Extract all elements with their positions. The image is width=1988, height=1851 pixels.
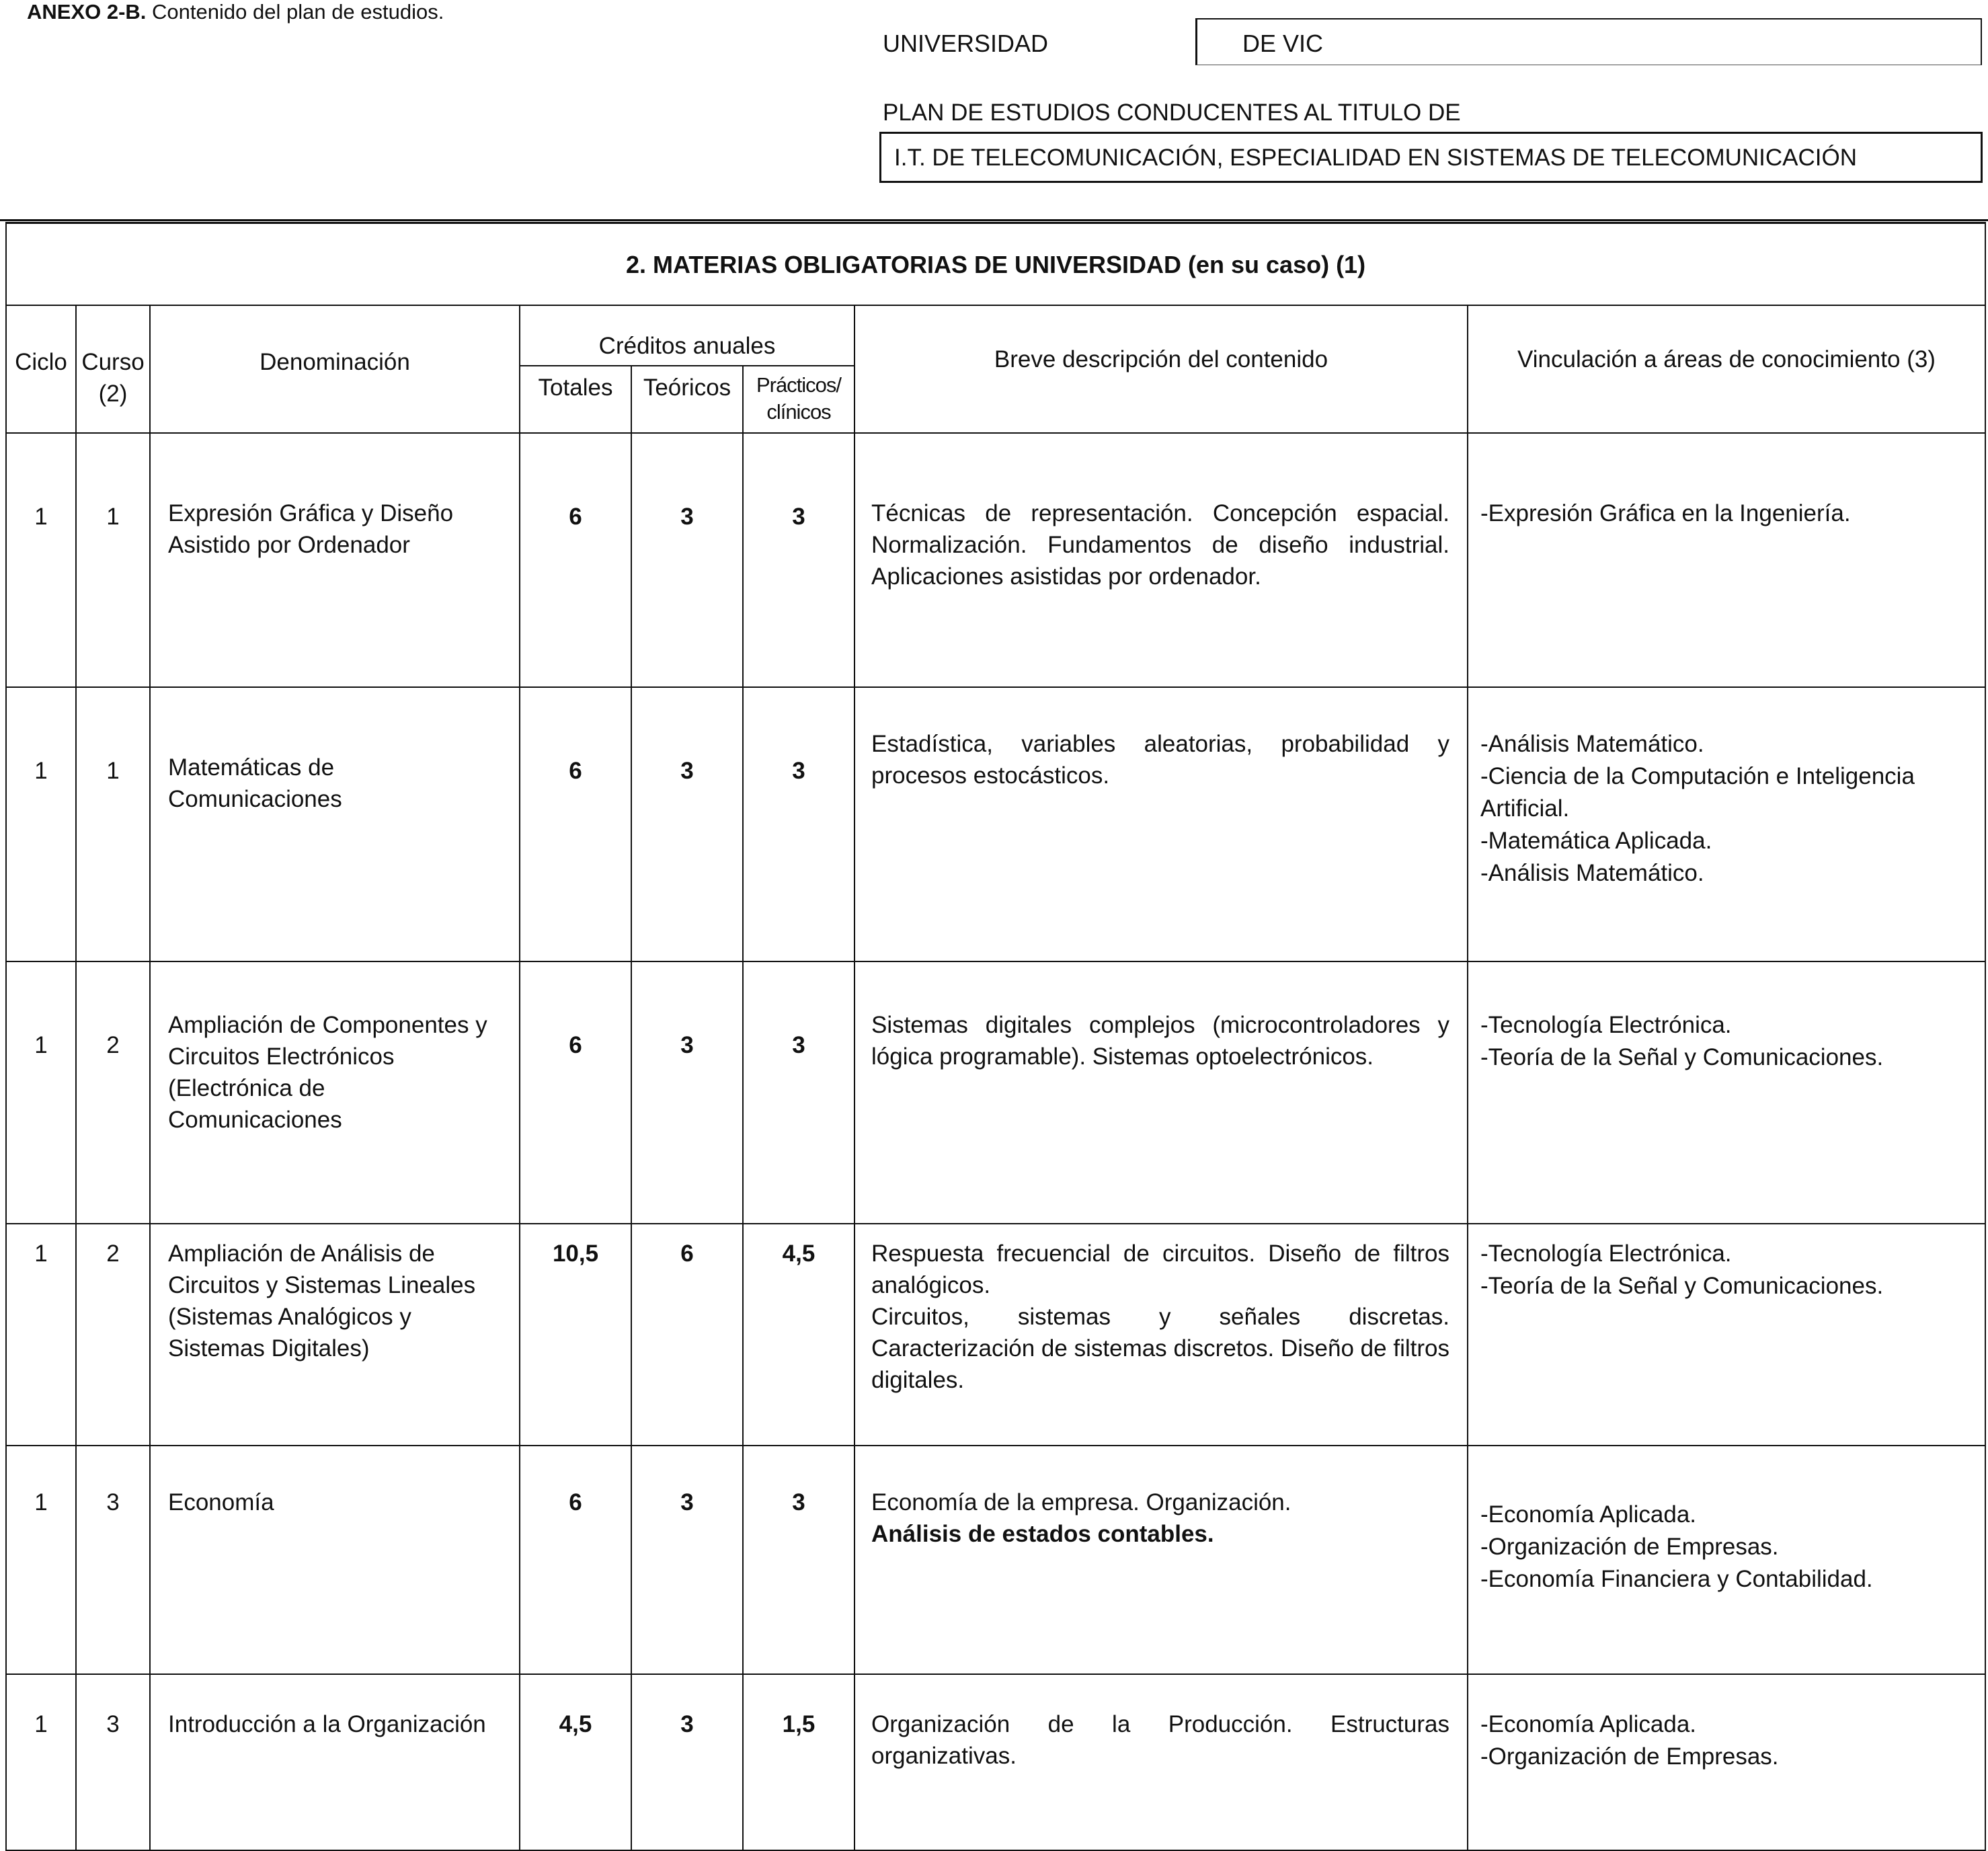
header-curso (76, 305, 150, 433)
header-denominacion: Denominación (150, 305, 520, 433)
cell-areas (1468, 1224, 1985, 1446)
cell-totales: 6 (520, 961, 631, 1224)
cell-descripcion (854, 1446, 1468, 1674)
desc-line-2: Análisis de estados contables. (871, 1521, 1214, 1547)
header-curso-note: (2) (98, 381, 128, 407)
area-item: -Teoría de la Señal y Comunicaciones. (1480, 1044, 1884, 1070)
header-curso-label: Curso (81, 349, 145, 375)
cell-areas (1468, 433, 1985, 687)
cell-descripcion: Sistemas digitales complejos (microcontroladores y lógica programable). Sistemas optoelectrónicos. (854, 961, 1468, 1224)
header-teoricos: Teóricos (631, 366, 743, 433)
area-item: -Economía Aplicada. (1480, 1501, 1697, 1528)
cell-totales: 4,5 (520, 1674, 631, 1850)
header-descripcion: Breve descripción del contenido (854, 305, 1468, 433)
table-row (6, 1674, 1985, 1850)
plan-label: PLAN DE ESTUDIOS CONDUCENTES AL TITULO DE (883, 100, 1461, 126)
cell-ciclo: 1 (6, 1446, 76, 1674)
desc-line-2: Circuitos, sistemas y señales discretas. Caracterización de sistemas discretos. Diseño de filtros digitales. (871, 1304, 1449, 1393)
cell-curso: 2 (76, 961, 150, 1224)
header-creditos: Créditos anuales (520, 305, 854, 366)
area-item: -Tecnología Electrónica. (1480, 1240, 1732, 1267)
cell-totales: 10,5 (520, 1224, 631, 1446)
cell-teoricos: 3 (631, 1674, 743, 1850)
area-item: -Análisis Matemático. (1480, 860, 1704, 886)
anexo-prefix: ANEXO 2-B. (27, 0, 147, 24)
cell-totales: 6 (520, 687, 631, 961)
cell-practicos: 1,5 (743, 1674, 854, 1850)
table-row (6, 1224, 1985, 1446)
area-item: -Expresión Gráfica en la Ingeniería. (1480, 500, 1851, 526)
cell-areas (1468, 687, 1985, 961)
header-row-1 (6, 305, 1985, 366)
area-item: -Economía Aplicada. (1480, 1711, 1697, 1737)
cell-teoricos: 3 (631, 433, 743, 687)
anexo-heading (27, 0, 444, 24)
cell-descripcion: Técnicas de representación. Concepción espacial. Normalización. Fundamentos de diseño industrial. Aplicaciones asistidas por ordenador. (854, 433, 1468, 687)
cell-ciclo: 1 (6, 433, 76, 687)
header-vinculacion: Vinculación a áreas de conocimiento (3) (1468, 305, 1985, 433)
cell-areas (1468, 1446, 1985, 1674)
header-practicos (743, 366, 854, 433)
area-item: -Análisis Matemático. (1480, 731, 1704, 757)
cell-teoricos: 3 (631, 1446, 743, 1674)
area-item: -Economía Financiera y Contabilidad. (1480, 1566, 1873, 1592)
titulo-value: I.T. DE TELECOMUNICACIÓN, ESPECIALIDAD EN SISTEMAS DE TELECOMUNICACIÓN (894, 145, 1858, 171)
cell-practicos: 3 (743, 433, 854, 687)
table-row (6, 433, 1985, 687)
cell-teoricos: 6 (631, 1224, 743, 1446)
universidad-label: UNIVERSIDAD (883, 30, 1049, 57)
header-totales: Totales (520, 366, 631, 433)
cell-practicos: 3 (743, 687, 854, 961)
cell-curso: 1 (76, 433, 150, 687)
cell-denominacion: Introducción a la Organización (150, 1674, 520, 1850)
area-item: -Ciencia de la Computación e Inteligencia Artificial. (1480, 763, 1915, 822)
cell-totales: 6 (520, 433, 631, 687)
area-item: -Matemática Aplicada. (1480, 828, 1712, 854)
table-row (6, 687, 1985, 961)
top-rule (0, 219, 1988, 221)
cell-practicos: 3 (743, 961, 854, 1224)
cell-areas (1468, 1674, 1985, 1850)
cell-practicos: 4,5 (743, 1224, 854, 1446)
header-practicos-1: Prácticos/ (756, 373, 842, 397)
cell-curso: 2 (76, 1224, 150, 1446)
cell-teoricos: 3 (631, 687, 743, 961)
area-item: -Tecnología Electrónica. (1480, 1012, 1732, 1038)
materias-table (5, 222, 1986, 1851)
desc-line-1: Respuesta frecuencial de circuitos. Diseño de filtros analógicos. (871, 1240, 1449, 1298)
header-ciclo: Ciclo (6, 305, 76, 433)
area-item: -Organización de Empresas. (1480, 1743, 1779, 1770)
area-item: -Organización de Empresas. (1480, 1534, 1779, 1560)
cell-curso: 3 (76, 1446, 150, 1674)
cell-descripcion: Estadística, variables aleatorias, probabilidad y procesos estocásticos. (854, 687, 1468, 961)
area-item: -Teoría de la Señal y Comunicaciones. (1480, 1273, 1884, 1299)
anexo-text: Contenido del plan de estudios. (152, 0, 444, 24)
section-title-row (6, 223, 1985, 306)
cell-ciclo: 1 (6, 687, 76, 961)
table-row (6, 961, 1985, 1224)
cell-descripcion: Organización de la Producción. Estructuras organizativas. (854, 1674, 1468, 1850)
cell-descripcion (854, 1224, 1468, 1446)
section-title: 2. MATERIAS OBLIGATORIAS DE UNIVERSIDAD (en su caso) (1) (6, 223, 1985, 306)
cell-curso: 1 (76, 687, 150, 961)
cell-denominacion: Ampliación de Componentes y Circuitos Electrónicos (Electrónica de Comunicaciones (150, 961, 520, 1224)
header-practicos-2: clínicos (766, 400, 831, 424)
cell-denominacion: Economía (150, 1446, 520, 1674)
table-row (6, 1446, 1985, 1674)
cell-denominacion: Expresión Gráfica y Diseño Asistido por Ordenador (150, 433, 520, 687)
cell-practicos: 3 (743, 1446, 854, 1674)
cell-ciclo: 1 (6, 1224, 76, 1446)
cell-totales: 6 (520, 1446, 631, 1674)
cell-denominacion: Matemáticas de Comunicaciones (150, 687, 520, 961)
cell-areas (1468, 961, 1985, 1224)
cell-ciclo: 1 (6, 961, 76, 1224)
cell-teoricos: 3 (631, 961, 743, 1224)
desc-line-1: Economía de la empresa. Organización. (871, 1489, 1291, 1515)
cell-curso: 3 (76, 1674, 150, 1850)
universidad-value: DE VIC (1242, 30, 1324, 57)
cell-denominacion: Ampliación de Análisis de Circuitos y Sistemas Lineales (Sistemas Analógicos y Sistemas Digitales) (150, 1224, 520, 1446)
cell-ciclo: 1 (6, 1674, 76, 1850)
